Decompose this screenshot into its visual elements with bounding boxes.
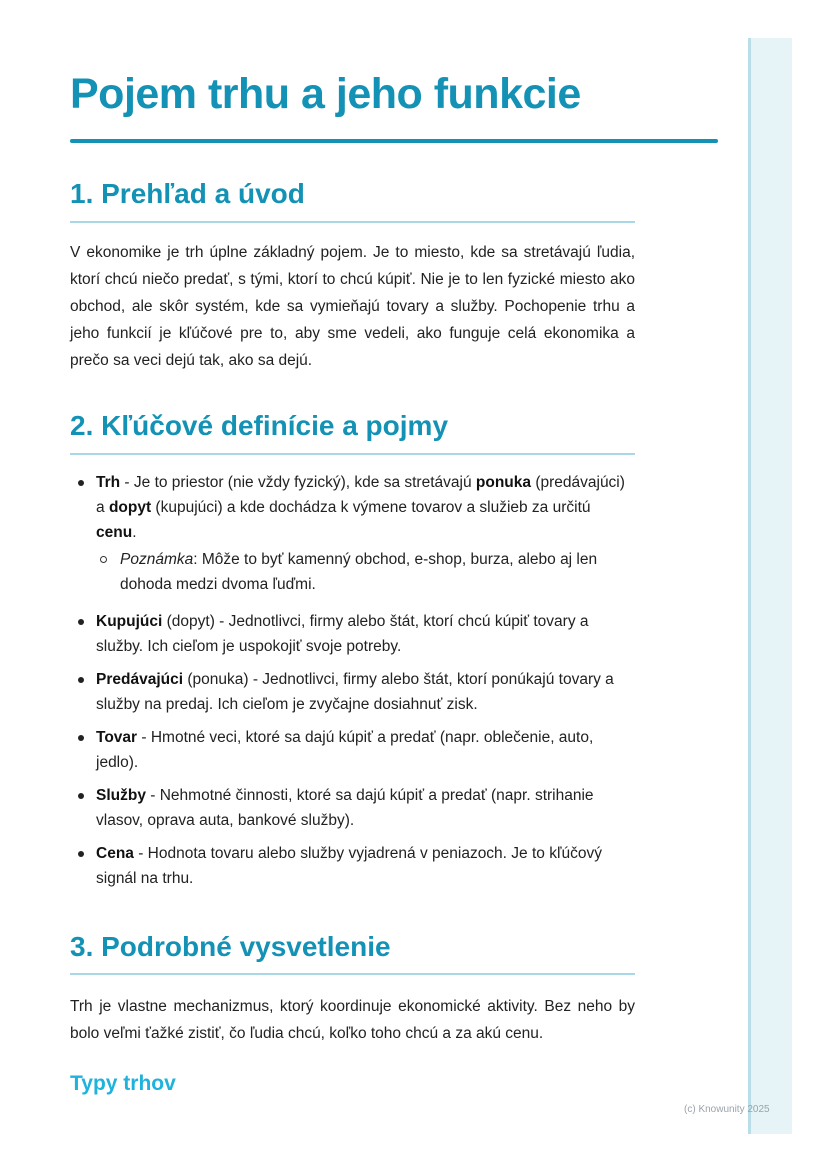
term-ponuka: ponuka xyxy=(475,474,532,491)
term: Kupujúci xyxy=(96,613,163,630)
definition-text: . xyxy=(132,524,137,541)
list-item-sluzby xyxy=(70,783,635,833)
term-trh: Trh xyxy=(96,474,121,491)
definition-text: - Je to priestor (nie vždy fyzický), kde sa stretávajú xyxy=(120,474,476,491)
list-item-tovar xyxy=(70,725,635,775)
definition-text: (dopyt) - Jednotlivci, firmy alebo štát, ktorí chcú kúpiť tovary a služby. Ich cieľom je uspokojiť svoje potreby. xyxy=(96,613,589,655)
page-title: Pojem trhu a jeho funkcie xyxy=(70,70,581,118)
definition-text: (predávajúci) a xyxy=(96,474,625,516)
definition-text: - Hodnota tovaru alebo služby vyjadrená v peniazoch. Je to kľúčový signál na trhu. xyxy=(96,845,602,887)
list-item-predavajuci xyxy=(70,667,635,717)
copyright-footer: (c) Knowunity 2025 xyxy=(684,1104,770,1115)
title-underline xyxy=(70,139,718,143)
list-item-trh xyxy=(70,470,635,597)
term: Cena xyxy=(96,845,134,862)
section-3-underline xyxy=(70,973,635,975)
note-label: Poznámka xyxy=(120,551,194,568)
definitions-list xyxy=(70,470,635,899)
definition-text: (ponuka) - Jednotlivci, firmy alebo štát, ktorí ponúkajú tovary a služby na predaj. Ich cieľom je zvyčajne dosiahnuť zisk. xyxy=(96,671,614,713)
note-text: : Môže to byť kamenný obchod, e-shop, burza, alebo aj len dohoda medzi dvoma ľuďmi. xyxy=(120,551,598,593)
section-1-underline xyxy=(70,221,635,223)
section-2-underline xyxy=(70,453,635,455)
section-3-paragraph: Trh je vlastne mechanizmus, ktorý koordinuje ekonomické aktivity. Bez neho by bolo veľmi ťažké zistiť, čo ľudia chcú, koľko toho chcú a za akú cenu. xyxy=(70,998,635,1042)
section-2-heading: 2. Kľúčové definície a pojmy xyxy=(70,410,449,441)
definition-text: (kupujúci) a kde dochádza k výmene tovarov a služieb za určitú xyxy=(151,499,591,516)
definition-text: - Nehmotné činnosti, ktoré sa dajú kúpiť a predať (napr. strihanie vlasov, oprava auta, bankové služby). xyxy=(96,787,594,829)
sub-list xyxy=(96,547,635,597)
subheading-typy-trhov: Typy trhov xyxy=(70,1072,176,1095)
term-dopyt: dopyt xyxy=(108,499,152,516)
term: Tovar xyxy=(96,729,138,746)
term: Služby xyxy=(96,787,146,804)
section-1-heading: 1. Prehľad a úvod xyxy=(70,178,305,209)
term-cenu: cenu xyxy=(96,524,133,541)
decorative-sidebar xyxy=(748,38,792,1134)
term: Predávajúci xyxy=(96,671,184,688)
list-item-kupujuci xyxy=(70,609,635,659)
section-3-heading: 3. Podrobné vysvetlenie xyxy=(70,931,391,962)
section-1-paragraph: V ekonomike je trh úplne základný pojem. Je to miesto, kde sa stretávajú ľudia, ktorí chcú niečo predať, s tými, ktorí to chcú kúpiť. Nie je to len fyzické miesto ako obchod, ale skôr systém, kde sa vymieňajú tovary a služby. Pochopenie trhu a jeho funkcií je kľúčové pre to, aby sme vedeli, ako funguje celá ekonomika a prečo sa veci dejú tak, ako sa dejú. xyxy=(70,244,635,369)
note-item xyxy=(96,547,635,597)
list-item-cena xyxy=(70,841,635,891)
definition-text: - Hmotné veci, ktoré sa dajú kúpiť a predať (napr. oblečenie, auto, jedlo). xyxy=(96,729,594,771)
